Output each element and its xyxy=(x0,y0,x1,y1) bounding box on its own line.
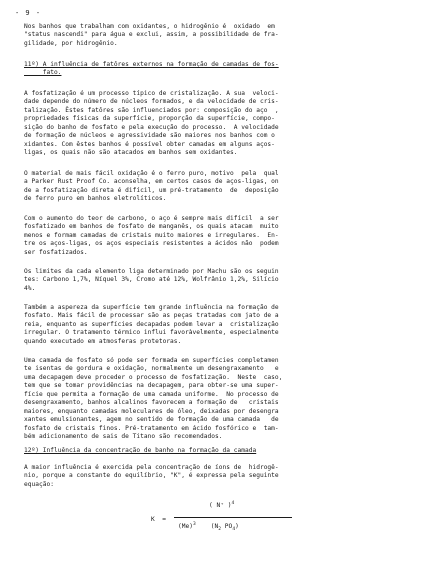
section-heading-12 xyxy=(24,447,412,455)
text-line: fície que permita a formação de uma camada uniforme. No processo de xyxy=(24,390,279,398)
text-line: de a fosfatização direta é difícil, um pré-tratamento de deposição xyxy=(24,186,279,194)
section-heading-11 xyxy=(24,61,412,78)
text-line: xidantes. Com êstes banhos é possível obter camadas em alguns aços- xyxy=(24,140,275,148)
text-line: fosfato. Mais fácil de processar são as peças tratadas com jato de a xyxy=(24,312,279,320)
paragraph-carbono xyxy=(24,215,412,257)
text-line: ligas, os quais não são atacados em banhos sem oxidantes. xyxy=(24,149,238,157)
text-line: irregular. O tratamento térmico influi favoràvelmente, especialmente xyxy=(24,329,279,337)
text-line: menos e formam camadas de cristais muito maiores e irregulares. En- xyxy=(24,231,279,239)
text-line: desengraxamento, banhos alcalinos favorecem a formação de cristais xyxy=(24,399,279,407)
text-line: Uma camada de fosfato só pode ser formada em superfícies completamen xyxy=(24,357,279,364)
text-line: te isentas de gordura e oxidação, normalmente um desengraxamento e xyxy=(24,365,279,373)
text-line: tre os aços-ligas, os aços especiais resistentes a ácidos não podem xyxy=(24,240,279,248)
text-line: 4%. xyxy=(24,284,36,292)
paragraph-fosfatizacao xyxy=(24,90,412,158)
text-line: reia, enquanto as superfícies decapadas podem levar a cristalização xyxy=(24,320,279,328)
text-line: gilidade, por hidrogênio. xyxy=(24,39,118,47)
text-line: fosfato de cristais finos. Pré-tratamento em ácido fosfórico e tam- xyxy=(24,424,279,432)
text-line: fosfatizado em banhos de fosfato de manganês, os quais atacam muito xyxy=(24,223,279,231)
heading-line: 11º) A influência de fatôres externos na formação de camadas de fos- xyxy=(24,61,279,68)
text-line: tem que se tomar providências na decapagem, para obter-se uma super- xyxy=(24,382,279,390)
text-line: propriedades físicas da superfície, proporção da superfície, compo- xyxy=(24,115,275,123)
text-line: nio, porque a constante do equilíbrio, "K", é expressa pela seguinte xyxy=(24,472,279,480)
page-number: - 9 - xyxy=(15,9,42,17)
text-line: sição do banho de fosfato e pela execução do processo. A velocidade xyxy=(24,123,279,131)
equation-numerator: ( N⁺ )$^4$ xyxy=(209,500,235,509)
paragraph-aspereza xyxy=(24,304,412,346)
text-line: O material de mais fácil oxidação é o ferro puro, motivo pela qual xyxy=(24,170,279,177)
paragraph-material xyxy=(24,170,412,204)
text-line: A maior influência é exercida pela concentração de íons de hidrogê- xyxy=(24,464,279,471)
text-line: Também a aspereza da superfície tem grande influência na formação de xyxy=(24,304,279,311)
text-line: tes: Carbono 1,7%, Níquel 3%, Cromo até 12%, Wolfrânio 1,2%, Silício xyxy=(24,276,279,284)
paragraph-limites xyxy=(24,268,412,293)
text-line: xantes emulsionantes, agem no sentido de formação de uma camada de xyxy=(24,416,279,424)
text-line: equação: xyxy=(24,480,54,488)
paragraph-maior xyxy=(24,464,412,489)
equation-lhs: K = xyxy=(151,516,166,523)
text-line: A fosfatização é um processo típico de cristalização. A sua veloci- xyxy=(24,90,279,97)
heading-line: fato. xyxy=(24,69,62,77)
paragraph-camada xyxy=(24,357,412,442)
text-line: Os limites da cada elemento liga determinado por Machu são os seguin xyxy=(24,268,279,275)
text-line: a Parker Rust Proof Co. aconselha, em certos casos de aços-ligas, on xyxy=(24,178,279,186)
fraction-bar xyxy=(174,517,292,518)
text-line: bém adicionamento de sais de Titano são recomendados. xyxy=(24,433,223,441)
text-line: talização. Êstes fatôres são influenciados por: composição do aço , xyxy=(24,106,279,114)
denominator-exponent: 3 xyxy=(192,521,196,527)
text-line: maiores, enquanto camadas moleculares de óleo, deixadas por desengra xyxy=(24,407,279,415)
heading-line: 12º) Influência da concentração de banho na formação da camada xyxy=(24,447,257,454)
intro-paragraph xyxy=(24,23,412,48)
text-line: de ferro puro em banhos eletrolíticos. xyxy=(24,195,167,203)
text-line: ser fosfatizados. xyxy=(24,248,88,256)
text-line: "status nascendi" para água e exclui, assim, a possibilidade de fra- xyxy=(24,31,279,39)
text-line: uma decapagem deve proceder o processo de fosfatização. Neste caso, xyxy=(24,373,283,381)
text-line: quando executado em atmosferas protetoras. xyxy=(24,337,182,345)
equation-denominator: $(Me)^3$ ($N_2$ $PO_4$) xyxy=(178,521,239,533)
text-line: Nos banhos que trabalham com oxidantes, o hidrogênio é oxidado em xyxy=(24,23,275,30)
text-line: dade depende do número de núcleos formados, e da velocidade de cris- xyxy=(24,98,279,106)
numerator-exponent: 4 xyxy=(231,500,235,506)
text-line: Com o aumento do teor de carbono, o aço é sempre mais difícil a ser xyxy=(24,215,279,222)
text-line: de formação de núcleos e agressividade são maiores nos banhos com o xyxy=(24,132,275,140)
